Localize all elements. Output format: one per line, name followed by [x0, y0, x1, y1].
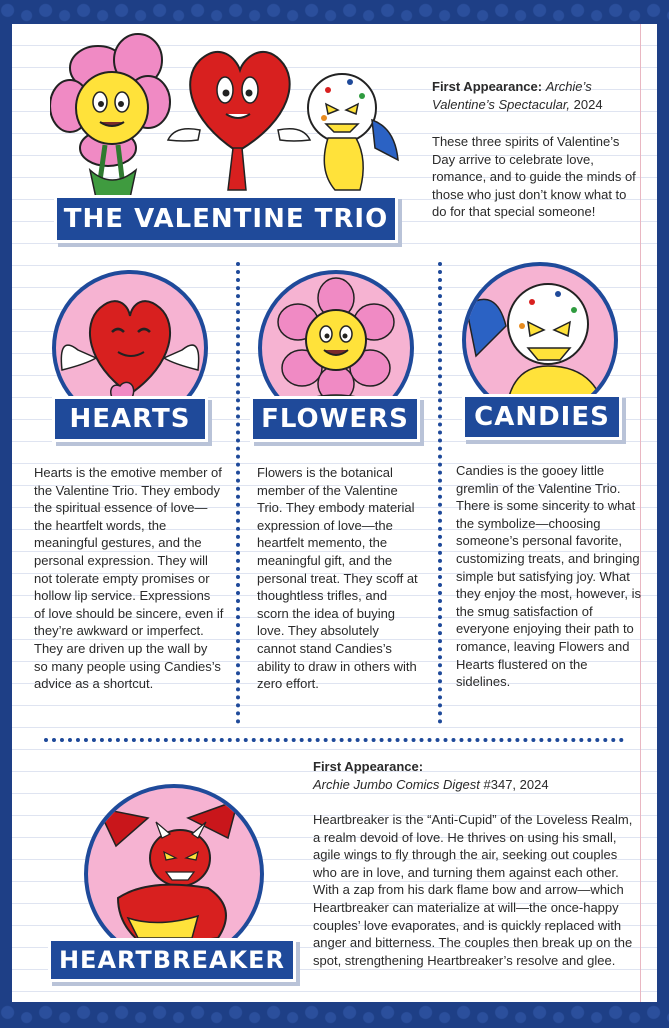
- hearts-character: [168, 52, 310, 190]
- flowers-character: [50, 34, 170, 198]
- hearts-banner: HEARTS: [52, 396, 208, 442]
- flowers-description: Flowers is the botanical member of the Valentine Trio. They embody material expression of love—the heartfelt memento, the meaningful gift, and the personal treat. They scoff at thoughtless trifles, and scorn the idea of buying love. They absolutely cannot stand Candies’s ability to draw in others with zero effort.: [257, 465, 418, 692]
- valentine-trio-illustration: [50, 30, 400, 200]
- flowers-banner: FLOWERS: [250, 396, 420, 442]
- valentine-trio-banner: THE VALENTINE TRIO: [54, 195, 398, 243]
- candies-portrait-art: [466, 266, 614, 414]
- candies-character: [308, 74, 398, 190]
- top-border: [0, 0, 669, 24]
- heartbreaker-first-appearance-label: First Appearance:: [313, 759, 424, 774]
- hearts-description: Hearts is the emotive member of the Valentine Trio. They embody the spiritual essence of love—the heartfelt words, the meaningful gestures, and the personal expression. They will not tolerate empty promises or hollow lip service. Expressions of love should be sincere, even if they’re awkward or imperfect. They are driven up the wall by so many people using Candies’s advice as a shortcut.: [34, 465, 224, 692]
- section-divider: [44, 738, 624, 742]
- heartbreaker-first-appearance-issue: #347, 2024: [479, 776, 549, 792]
- bottom-border: [0, 1002, 669, 1028]
- trio-first-appearance: [432, 78, 647, 113]
- heartbreaker-banner: HEARTBREAKER: [48, 938, 296, 982]
- heartbreaker-portrait: [84, 784, 264, 964]
- heartbreaker-first-appearance: [313, 758, 633, 793]
- first-appearance-year: 2024: [570, 96, 603, 112]
- heartbreaker-first-appearance-title: Archie Jumbo Comics Digest: [313, 776, 480, 792]
- candies-description: Candies is the gooey little gremlin of the Valentine Trio. There is some sincerity to what the symbolize—choosing someone’s personal favorite, customizing treats, and bringing simple but satisfying joy. What they enjoy the most, however, is the smug satisfaction of everyone enjoying their path to romance, leaving Flowers and Hearts flustered on the sidelines.: [456, 463, 641, 690]
- first-appearance-title: Archie’s Valentine’s Spectacular,: [432, 79, 592, 112]
- column-divider-left: [236, 262, 240, 724]
- trio-description: These three spirits of Valentine’s Day arrive to celebrate love, romance, and to guide the minds of those who just don’t know what to do for that special someone!: [432, 134, 636, 220]
- first-appearance-label: First Appearance:: [432, 79, 543, 94]
- candies-banner: CANDIES: [462, 394, 622, 440]
- column-divider-right: [438, 262, 442, 724]
- heartbreaker-portrait-art: [88, 788, 260, 960]
- heartbreaker-description: Heartbreaker is the “Anti-Cupid” of the Loveless Realm, a realm devoid of love. He thrives on using his small, agile wings to fly through the air, seeking out couples who are in love, and turning them against each other. With a zap from his dark flame bow and arrow—which Heartbreaker can materialize at will—the once-happy couples’ love evaporates, and is quickly replaced with anger and bitterness. The couples then break up on the spot, strengthening Heartbreaker’s resolve and glee.: [313, 812, 633, 968]
